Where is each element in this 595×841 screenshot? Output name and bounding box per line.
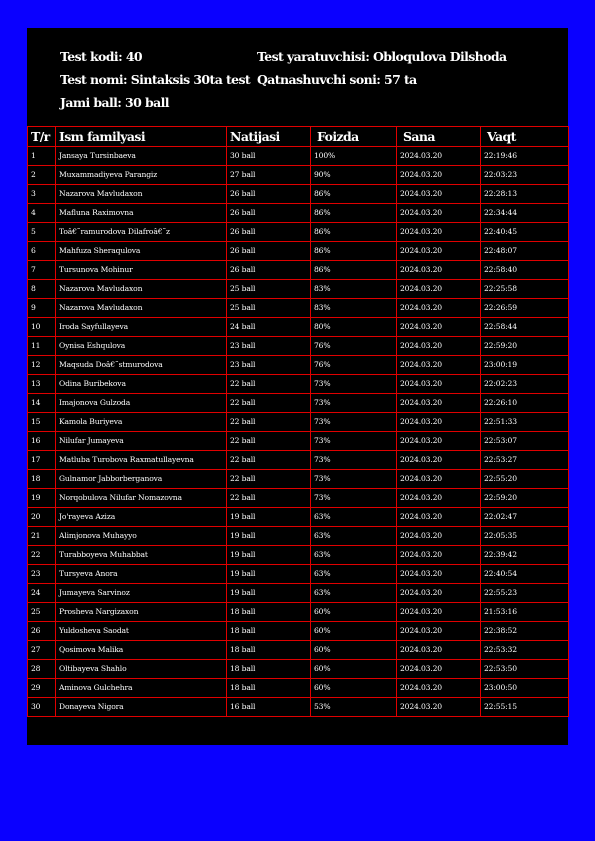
cell-percent: 73% <box>311 375 397 394</box>
cell-result: 22 ball <box>227 413 311 432</box>
cell-time: 23:00:19 <box>481 356 569 375</box>
cell-percent: 86% <box>311 261 397 280</box>
cell-percent: 53% <box>311 698 397 717</box>
table-row <box>28 223 569 242</box>
cell-number: 10 <box>28 318 56 337</box>
cell-percent: 86% <box>311 204 397 223</box>
cell-result: 24 ball <box>227 318 311 337</box>
cell-percent: 63% <box>311 584 397 603</box>
table-row <box>28 166 569 185</box>
cell-percent: 73% <box>311 451 397 470</box>
cell-time: 22:05:35 <box>481 527 569 546</box>
table-row <box>28 660 569 679</box>
cell-date: 2024.03.20 <box>397 204 481 223</box>
cell-time: 23:00:50 <box>481 679 569 698</box>
cell-result: 19 ball <box>227 565 311 584</box>
table-row <box>28 527 569 546</box>
cell-result: 22 ball <box>227 432 311 451</box>
cell-result: 18 ball <box>227 641 311 660</box>
table-row <box>28 603 569 622</box>
cell-name: Turabboyeva Muhabbat <box>56 546 227 565</box>
cell-percent: 73% <box>311 432 397 451</box>
cell-name: Iroda Sayfullayeva <box>56 318 227 337</box>
cell-number: 24 <box>28 584 56 603</box>
test-info-left <box>60 45 250 114</box>
cell-percent: 86% <box>311 223 397 242</box>
cell-time: 22:25:58 <box>481 280 569 299</box>
cell-date: 2024.03.20 <box>397 394 481 413</box>
table-row <box>28 185 569 204</box>
cell-percent: 76% <box>311 356 397 375</box>
cell-name: Mahfuza Sheraqulova <box>56 242 227 261</box>
cell-name: Norqobulova Nilufar Nomazovna <box>56 489 227 508</box>
participant-count: Qatnashuvchi soni: 57 ta <box>257 72 417 87</box>
cell-number: 30 <box>28 698 56 717</box>
cell-percent: 73% <box>311 413 397 432</box>
table-row <box>28 641 569 660</box>
cell-time: 22:40:54 <box>481 565 569 584</box>
table-row <box>28 261 569 280</box>
cell-result: 26 ball <box>227 223 311 242</box>
cell-number: 22 <box>28 546 56 565</box>
cell-result: 22 ball <box>227 394 311 413</box>
cell-name: Odina Buribekova <box>56 375 227 394</box>
cell-percent: 73% <box>311 470 397 489</box>
cell-name: Yuldosheva Saodat <box>56 622 227 641</box>
cell-name: Aminova Gulchehra <box>56 679 227 698</box>
cell-number: 4 <box>28 204 56 223</box>
cell-date: 2024.03.20 <box>397 451 481 470</box>
cell-result: 18 ball <box>227 660 311 679</box>
cell-number: 27 <box>28 641 56 660</box>
cell-time: 22:59:20 <box>481 337 569 356</box>
cell-time: 22:03:23 <box>481 166 569 185</box>
cell-date: 2024.03.20 <box>397 565 481 584</box>
cell-number: 16 <box>28 432 56 451</box>
cell-date: 2024.03.20 <box>397 527 481 546</box>
cell-date: 2024.03.20 <box>397 223 481 242</box>
cell-time: 22:55:15 <box>481 698 569 717</box>
cell-time: 22:53:32 <box>481 641 569 660</box>
cell-time: 22:58:44 <box>481 318 569 337</box>
cell-number: 18 <box>28 470 56 489</box>
cell-time: 22:02:47 <box>481 508 569 527</box>
cell-time: 22:34:44 <box>481 204 569 223</box>
cell-percent: 83% <box>311 280 397 299</box>
table-row <box>28 470 569 489</box>
cell-name: Alimjonova Muhayyo <box>56 527 227 546</box>
cell-result: 23 ball <box>227 337 311 356</box>
cell-percent: 63% <box>311 527 397 546</box>
cell-date: 2024.03.20 <box>397 470 481 489</box>
cell-name: Jumayeva Sarvinoz <box>56 584 227 603</box>
cell-number: 15 <box>28 413 56 432</box>
table-row <box>28 356 569 375</box>
column-header-result: Natijasi <box>227 127 311 147</box>
cell-percent: 90% <box>311 166 397 185</box>
cell-percent: 60% <box>311 641 397 660</box>
cell-number: 2 <box>28 166 56 185</box>
cell-name: Oynisa Eshqulova <box>56 337 227 356</box>
cell-time: 22:55:20 <box>481 470 569 489</box>
table-body <box>28 147 569 717</box>
cell-number: 3 <box>28 185 56 204</box>
cell-date: 2024.03.20 <box>397 546 481 565</box>
cell-date: 2024.03.20 <box>397 660 481 679</box>
cell-result: 22 ball <box>227 470 311 489</box>
cell-result: 26 ball <box>227 204 311 223</box>
cell-name: Nazarova Mavludaxon <box>56 185 227 204</box>
cell-result: 26 ball <box>227 242 311 261</box>
cell-date: 2024.03.20 <box>397 318 481 337</box>
cell-percent: 63% <box>311 546 397 565</box>
cell-result: 16 ball <box>227 698 311 717</box>
cell-date: 2024.03.20 <box>397 679 481 698</box>
cell-name: Imajonova Gulzoda <box>56 394 227 413</box>
cell-result: 18 ball <box>227 679 311 698</box>
cell-percent: 73% <box>311 394 397 413</box>
cell-date: 2024.03.20 <box>397 280 481 299</box>
test-info-header <box>27 28 568 126</box>
cell-percent: 63% <box>311 508 397 527</box>
test-name: Test nomi: Sintaksis 30ta test <box>60 72 251 87</box>
results-table <box>27 126 569 717</box>
cell-result: 18 ball <box>227 603 311 622</box>
cell-name: Toâ€˜ramurodova Dilafroâ€˜z <box>56 223 227 242</box>
results-sheet <box>27 28 568 745</box>
column-header-time: Vaqt <box>481 127 569 147</box>
column-header-percent: Foizda <box>311 127 397 147</box>
cell-date: 2024.03.20 <box>397 242 481 261</box>
cell-percent: 60% <box>311 622 397 641</box>
cell-date: 2024.03.20 <box>397 508 481 527</box>
cell-date: 2024.03.20 <box>397 432 481 451</box>
cell-date: 2024.03.20 <box>397 413 481 432</box>
cell-date: 2024.03.20 <box>397 641 481 660</box>
cell-date: 2024.03.20 <box>397 185 481 204</box>
cell-name: Tursyeva Anora <box>56 565 227 584</box>
cell-result: 23 ball <box>227 356 311 375</box>
table-row <box>28 204 569 223</box>
cell-result: 22 ball <box>227 489 311 508</box>
cell-name: Maqsuda Doâ€˜stmurodova <box>56 356 227 375</box>
cell-result: 19 ball <box>227 546 311 565</box>
cell-result: 30 ball <box>227 147 311 166</box>
table-row <box>28 318 569 337</box>
cell-time: 22:53:50 <box>481 660 569 679</box>
cell-percent: 63% <box>311 565 397 584</box>
cell-name: Nazarova Mavludaxon <box>56 299 227 318</box>
table-row <box>28 565 569 584</box>
cell-result: 25 ball <box>227 299 311 318</box>
table-row <box>28 698 569 717</box>
cell-date: 2024.03.20 <box>397 356 481 375</box>
cell-time: 22:26:10 <box>481 394 569 413</box>
cell-time: 22:51:33 <box>481 413 569 432</box>
cell-time: 22:53:27 <box>481 451 569 470</box>
cell-date: 2024.03.20 <box>397 147 481 166</box>
table-row <box>28 147 569 166</box>
cell-date: 2024.03.20 <box>397 698 481 717</box>
column-header-date: Sana <box>397 127 481 147</box>
cell-number: 19 <box>28 489 56 508</box>
cell-result: 19 ball <box>227 508 311 527</box>
cell-percent: 100% <box>311 147 397 166</box>
table-row <box>28 451 569 470</box>
cell-name: Qosimova Malika <box>56 641 227 660</box>
cell-number: 17 <box>28 451 56 470</box>
cell-number: 6 <box>28 242 56 261</box>
cell-number: 29 <box>28 679 56 698</box>
cell-number: 21 <box>28 527 56 546</box>
cell-number: 7 <box>28 261 56 280</box>
cell-percent: 86% <box>311 242 397 261</box>
cell-result: 26 ball <box>227 185 311 204</box>
cell-name: Gulnamor Jabborberganova <box>56 470 227 489</box>
cell-date: 2024.03.20 <box>397 337 481 356</box>
cell-name: Kamola Buriyeva <box>56 413 227 432</box>
table-row <box>28 337 569 356</box>
cell-name: Jo'rayeva Aziza <box>56 508 227 527</box>
cell-name: Prosheva Nargizaxon <box>56 603 227 622</box>
cell-percent: 60% <box>311 603 397 622</box>
test-code: Test kodi: 40 <box>60 49 143 64</box>
column-header-number: T/r <box>28 127 56 147</box>
table-row <box>28 299 569 318</box>
cell-number: 8 <box>28 280 56 299</box>
cell-name: Donayeva Nigora <box>56 698 227 717</box>
cell-time: 22:59:20 <box>481 489 569 508</box>
table-row <box>28 489 569 508</box>
cell-time: 22:40:45 <box>481 223 569 242</box>
cell-time: 21:53:16 <box>481 603 569 622</box>
cell-percent: 80% <box>311 318 397 337</box>
cell-number: 14 <box>28 394 56 413</box>
total-score: Jami ball: 30 ball <box>60 95 169 110</box>
cell-number: 9 <box>28 299 56 318</box>
cell-number: 23 <box>28 565 56 584</box>
cell-date: 2024.03.20 <box>397 166 481 185</box>
cell-percent: 76% <box>311 337 397 356</box>
cell-percent: 73% <box>311 489 397 508</box>
cell-result: 19 ball <box>227 584 311 603</box>
cell-number: 28 <box>28 660 56 679</box>
cell-time: 22:19:46 <box>481 147 569 166</box>
cell-percent: 83% <box>311 299 397 318</box>
test-creator: Test yaratuvchisi: Obloqulova Dilshoda <box>257 49 507 64</box>
table-row <box>28 280 569 299</box>
cell-number: 5 <box>28 223 56 242</box>
column-header-name: Ism familyasi <box>56 127 227 147</box>
cell-name: Jansaya Tursinbaeva <box>56 147 227 166</box>
table-row <box>28 394 569 413</box>
cell-name: Oltibayeva Shahlo <box>56 660 227 679</box>
cell-name: Nazarova Mavludaxon <box>56 280 227 299</box>
cell-date: 2024.03.20 <box>397 489 481 508</box>
table-row <box>28 584 569 603</box>
table-header-row <box>28 127 569 147</box>
table-row <box>28 546 569 565</box>
cell-name: Nilufar Jumayeva <box>56 432 227 451</box>
table-row <box>28 508 569 527</box>
cell-time: 22:53:07 <box>481 432 569 451</box>
table-row <box>28 413 569 432</box>
cell-time: 22:48:07 <box>481 242 569 261</box>
cell-date: 2024.03.20 <box>397 375 481 394</box>
cell-time: 22:02:23 <box>481 375 569 394</box>
cell-result: 22 ball <box>227 451 311 470</box>
cell-number: 25 <box>28 603 56 622</box>
cell-result: 26 ball <box>227 261 311 280</box>
cell-date: 2024.03.20 <box>397 261 481 280</box>
cell-name: Tursunova Mohinur <box>56 261 227 280</box>
cell-time: 22:38:52 <box>481 622 569 641</box>
cell-date: 2024.03.20 <box>397 299 481 318</box>
table-row <box>28 375 569 394</box>
cell-date: 2024.03.20 <box>397 622 481 641</box>
cell-name: Muxammadiyeva Parangiz <box>56 166 227 185</box>
cell-date: 2024.03.20 <box>397 584 481 603</box>
cell-date: 2024.03.20 <box>397 603 481 622</box>
table-row <box>28 432 569 451</box>
cell-number: 26 <box>28 622 56 641</box>
cell-percent: 60% <box>311 660 397 679</box>
cell-name: Mafluna Raximovna <box>56 204 227 223</box>
cell-result: 27 ball <box>227 166 311 185</box>
cell-number: 1 <box>28 147 56 166</box>
cell-time: 22:55:23 <box>481 584 569 603</box>
cell-number: 11 <box>28 337 56 356</box>
cell-result: 19 ball <box>227 527 311 546</box>
cell-percent: 86% <box>311 185 397 204</box>
cell-number: 12 <box>28 356 56 375</box>
cell-number: 13 <box>28 375 56 394</box>
cell-time: 22:28:13 <box>481 185 569 204</box>
cell-percent: 60% <box>311 679 397 698</box>
cell-time: 22:58:40 <box>481 261 569 280</box>
cell-result: 25 ball <box>227 280 311 299</box>
cell-number: 20 <box>28 508 56 527</box>
table-row <box>28 622 569 641</box>
cell-time: 22:26:59 <box>481 299 569 318</box>
cell-time: 22:39:42 <box>481 546 569 565</box>
cell-name: Matluba Turobova Raxmatullayevna <box>56 451 227 470</box>
cell-result: 22 ball <box>227 375 311 394</box>
test-info-right <box>257 45 507 91</box>
cell-result: 18 ball <box>227 622 311 641</box>
table-row <box>28 242 569 261</box>
table-row <box>28 679 569 698</box>
